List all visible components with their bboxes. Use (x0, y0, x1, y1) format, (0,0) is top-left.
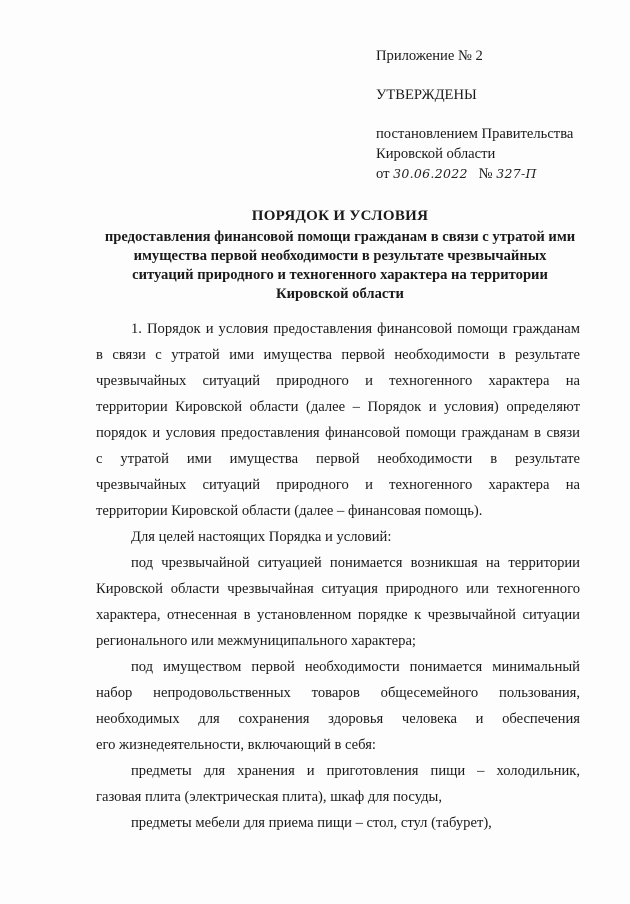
paragraph (96, 524, 580, 550)
text-line: Для целей настоящих Порядка и условий: (131, 529, 392, 545)
approval-date-line (376, 164, 573, 184)
title-line: ситуаций природного и техногенного характера на территории (132, 267, 548, 283)
paragraph (96, 654, 580, 758)
text-line: территории Кировской области (далее – финансовая помощь). (96, 503, 483, 519)
text-line: с утратой ими имущества первой необходимости в результате (96, 451, 580, 467)
text-line: под чрезвычайной ситуацией понимается возникшая на территории (131, 555, 580, 571)
paragraph (96, 810, 580, 836)
title-main: ПОРЯДОК И УСЛОВИЯ (251, 208, 429, 224)
document-body (96, 316, 580, 836)
number-value: 327-П (496, 166, 537, 181)
text-line: порядок и условия предоставления финансовой помощи гражданам в связи (96, 425, 580, 441)
title-line: имущества первой необходимости в результате чрезвычайных (133, 248, 547, 264)
text-line: необходимых для сохранения здоровья человека и обеспечения (96, 711, 580, 727)
approval-line-1: постановлением Правительства (376, 126, 574, 142)
text-line: Кировской области чрезвычайная ситуация природного или техногенного (96, 581, 580, 597)
text-line: чрезвычайных ситуаций природного и техногенного характера на (96, 477, 580, 493)
paragraph (96, 758, 580, 810)
text-line: набор непродовольственных товаров общесемейного пользования, (96, 685, 580, 701)
text-line: в связи с утратой ими имущества первой необходимости в результате (96, 347, 580, 363)
text-line: 1. Порядок и условия предоставления финансовой помощи гражданам (131, 321, 580, 337)
text-line: газовая плита (электрическая плита), шкаф для посуды, (96, 789, 442, 805)
text-line: регионального или межмуниципального характера; (96, 633, 416, 649)
number-prefix: № (478, 166, 493, 182)
text-line: предметы для хранения и приготовления пищи – холодильник, (131, 763, 580, 779)
date-value: 30.06.2022 (393, 166, 468, 181)
appendix-label: Приложение № 2 (376, 48, 483, 64)
title-line: предоставления финансовой помощи гражданам в связи с утратой ими (104, 229, 576, 245)
paragraph (96, 550, 580, 654)
text-line: территории Кировской области (далее – Порядок и условия) определяют (96, 399, 580, 415)
date-prefix: от (376, 166, 390, 182)
text-line: его жизнедеятельности, включающий в себя: (96, 737, 376, 753)
text-line: под имуществом первой необходимости понимается минимальный (131, 659, 580, 675)
approval-header (376, 46, 573, 184)
title-line: Кировской области (276, 286, 404, 302)
document-title (98, 207, 582, 304)
approval-line-2: Кировской области (376, 146, 496, 162)
paragraph (96, 316, 580, 524)
approved-label: УТВЕРЖДЕНЫ (376, 87, 477, 103)
text-line: характера, отнесенная в установленном порядке к чрезвычайной ситуации (96, 607, 580, 623)
text-line: предметы мебели для приема пищи – стол, стул (табурет), (131, 815, 492, 831)
text-line: чрезвычайных ситуаций природного и техногенного характера на (96, 373, 580, 389)
